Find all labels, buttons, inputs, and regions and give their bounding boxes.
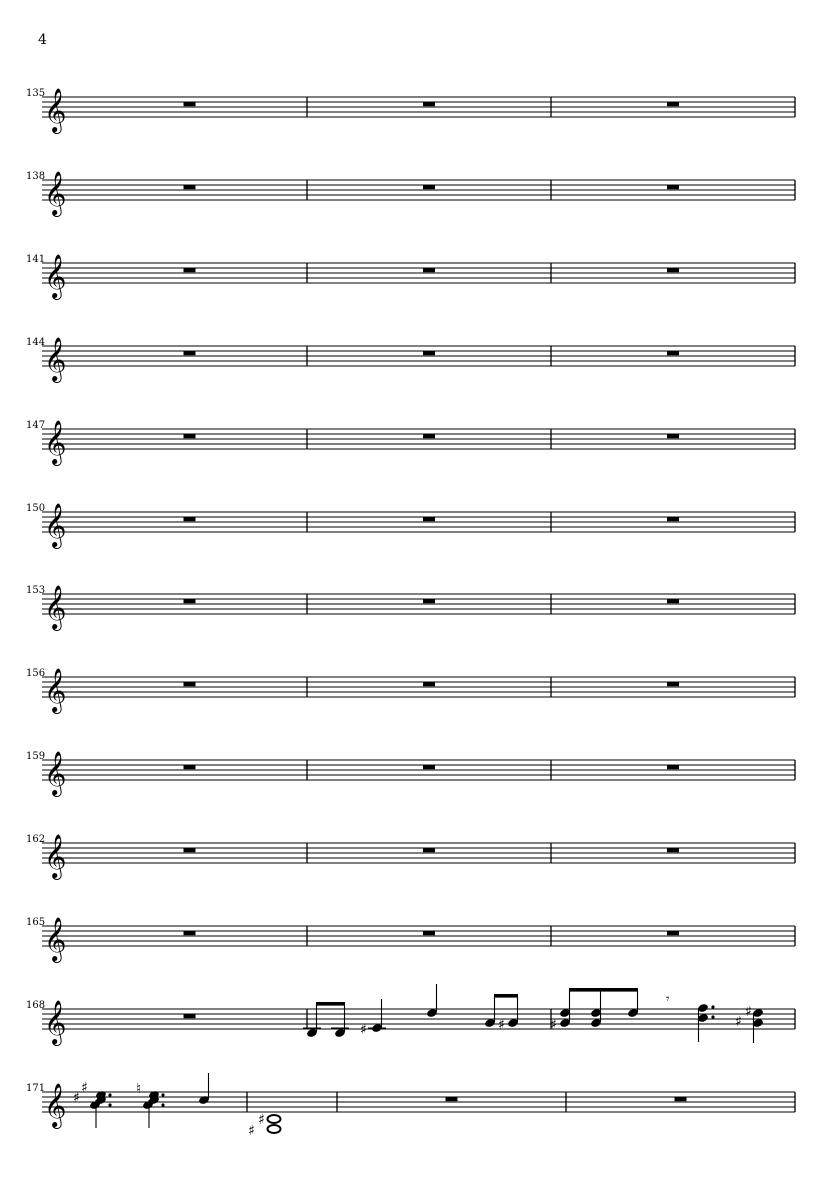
sharp-icon: ♯ <box>550 1017 557 1033</box>
eighth-rest-icon: 𝄾 <box>666 992 670 1007</box>
whole-rest <box>667 599 679 603</box>
whole-rest <box>423 517 435 521</box>
treble-clef-icon: 𝄞 <box>44 420 67 464</box>
whole-rest <box>423 599 435 603</box>
whole-rest <box>675 1097 687 1101</box>
staff-system <box>26 503 795 549</box>
whole-rest <box>184 1014 196 1018</box>
measure-171-notes <box>73 1073 210 1128</box>
staff-system <box>26 1083 795 1129</box>
whole-rest <box>446 1097 458 1101</box>
whole-rest <box>667 185 679 189</box>
treble-clef-icon: 𝄞 <box>44 668 67 712</box>
whole-rest <box>423 848 435 852</box>
whole-rest <box>184 268 196 272</box>
measure-number: 150 <box>26 503 46 514</box>
staff-system <box>26 337 795 383</box>
sharp-icon: ♯ <box>81 1080 88 1096</box>
whole-rest <box>423 351 435 355</box>
measure-number: 135 <box>26 88 46 99</box>
sharp-icon: ♯ <box>735 1014 742 1030</box>
staff-system <box>26 834 795 880</box>
whole-rest <box>184 599 196 603</box>
measure-number: 156 <box>26 668 46 679</box>
treble-clef-icon: 𝄞 <box>44 917 67 961</box>
measure-number: 153 <box>26 585 46 596</box>
whole-rest <box>184 434 196 438</box>
staff-system <box>26 88 795 134</box>
whole-rest <box>423 185 435 189</box>
whole-rest <box>667 102 679 106</box>
measure-number: 147 <box>26 420 46 431</box>
whole-rest <box>184 102 196 106</box>
treble-clef-icon: 𝄞 <box>44 88 67 132</box>
staff-system <box>26 254 795 300</box>
whole-rest <box>184 682 196 686</box>
treble-clef-icon: 𝄞 <box>44 1083 67 1127</box>
whole-rest <box>667 931 679 935</box>
whole-rest <box>184 931 196 935</box>
whole-rest <box>184 848 196 852</box>
notes-layer <box>73 984 764 1139</box>
staff-system <box>26 751 795 797</box>
treble-clef-icon: 𝄞 <box>44 254 67 298</box>
treble-clef-icon: 𝄞 <box>44 834 67 878</box>
staff-system <box>26 171 795 217</box>
whole-rest <box>423 682 435 686</box>
sharp-icon: ♯ <box>498 1017 505 1033</box>
sharp-icon: ♯ <box>258 1112 265 1128</box>
staff-system <box>26 420 795 466</box>
whole-rest <box>667 434 679 438</box>
whole-rest <box>667 268 679 272</box>
staff-system <box>26 917 795 963</box>
sharp-icon: ♯ <box>73 1090 80 1106</box>
whole-note-head <box>268 1125 281 1133</box>
whole-rest <box>667 682 679 686</box>
measure-number: 165 <box>26 917 46 928</box>
whole-rest <box>423 102 435 106</box>
measure-number: 162 <box>26 834 46 845</box>
whole-note-head <box>268 1115 281 1123</box>
treble-clef-icon: 𝄞 <box>44 171 67 215</box>
sharp-icon: ♯ <box>360 1022 367 1038</box>
whole-rest <box>667 765 679 769</box>
measure-number: 144 <box>26 337 46 348</box>
measure-170-notes <box>550 988 764 1043</box>
measure-number: 159 <box>26 751 46 762</box>
sharp-icon: ♯ <box>745 1004 752 1020</box>
measure-172-notes <box>248 1112 281 1139</box>
treble-clef-icon: 𝄞 <box>44 1000 67 1044</box>
measure-number: 171 <box>26 1083 46 1094</box>
staff-system <box>26 1000 795 1046</box>
treble-clef-icon: 𝄞 <box>44 585 67 629</box>
treble-clef-icon: 𝄞 <box>44 337 67 381</box>
whole-rest <box>423 268 435 272</box>
natural-icon: ♮ <box>136 1081 142 1097</box>
whole-rest <box>184 765 196 769</box>
whole-rest <box>184 185 196 189</box>
page-number: 4 <box>38 32 47 48</box>
measure-number: 138 <box>26 171 46 182</box>
whole-rest <box>184 351 196 355</box>
whole-rest <box>423 434 435 438</box>
treble-clef-icon: 𝄞 <box>44 503 67 547</box>
whole-rest <box>184 517 196 521</box>
whole-rest <box>667 517 679 521</box>
measure-number: 168 <box>26 1000 46 1011</box>
sharp-icon: ♯ <box>248 1123 255 1139</box>
measure-number: 141 <box>26 254 46 265</box>
whole-rest <box>423 931 435 935</box>
whole-rest <box>667 351 679 355</box>
whole-rest <box>423 765 435 769</box>
staff-system <box>26 585 795 631</box>
treble-clef-icon: 𝄞 <box>44 751 67 795</box>
whole-rest <box>667 848 679 852</box>
measure-169-notes <box>303 984 519 1038</box>
staff-system <box>26 668 795 714</box>
